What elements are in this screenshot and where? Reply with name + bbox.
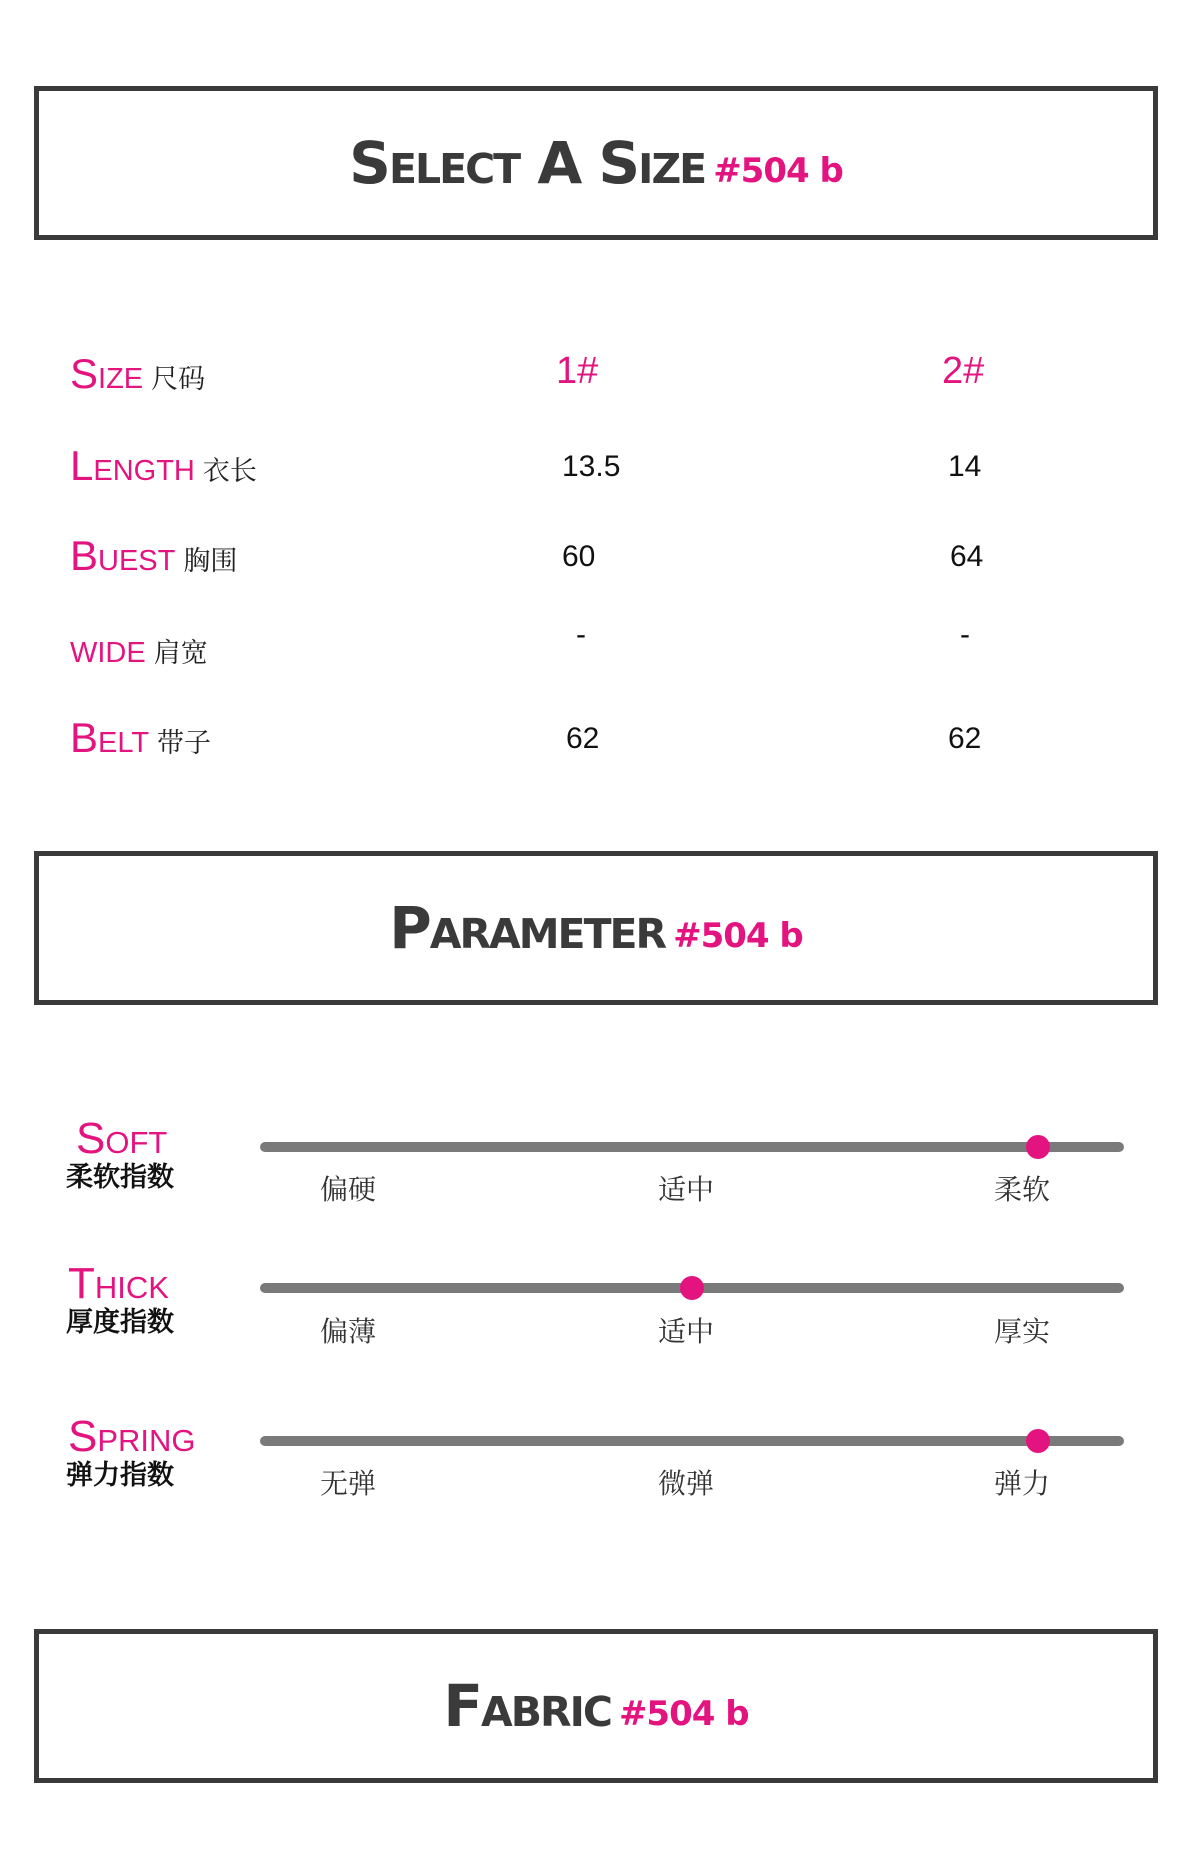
row-label	[70, 714, 211, 762]
size-col-2-header: 2#	[942, 350, 985, 392]
row-label-zh: 带子	[157, 728, 212, 759]
size-header-zh: 尺码	[151, 364, 206, 395]
row-label-zh: 胸围	[183, 546, 238, 577]
size-section-code: #504 b	[713, 151, 843, 191]
param-track	[260, 1283, 1124, 1293]
param-track	[260, 1142, 1124, 1152]
size-header-en: Size	[70, 350, 144, 397]
row-value-1: -	[576, 618, 586, 651]
param-tick-high: 弹力	[994, 1467, 1051, 1500]
row-label-zh: 衣长	[202, 456, 257, 487]
table-row	[0, 714, 1200, 774]
param-label-en: Soft	[76, 1114, 168, 1163]
size-header-label	[70, 350, 205, 398]
row-value-2: -	[960, 618, 970, 651]
param-level-marker	[1026, 1135, 1050, 1159]
param-tick-high: 柔软	[994, 1173, 1051, 1206]
param-tick-mid: 适中	[658, 1173, 715, 1206]
row-label-en: Belt	[70, 714, 150, 761]
param-tick-low: 偏硬	[320, 1173, 377, 1206]
row-value-1: 62	[566, 722, 600, 755]
row-label-en: Length	[70, 442, 195, 489]
row-value-2: 64	[950, 540, 984, 573]
parameter-section-title: Parameter	[389, 894, 666, 962]
param-level-marker	[680, 1276, 704, 1300]
row-value-2: 62	[948, 722, 982, 755]
table-row	[0, 442, 1200, 502]
row-label-en: wide	[70, 624, 146, 671]
row-value-2: 14	[948, 450, 982, 483]
fabric-section-title: Fabric	[443, 1672, 611, 1740]
param-tick-low: 偏薄	[320, 1315, 377, 1348]
param-track	[260, 1436, 1124, 1446]
param-label-en: Spring	[68, 1412, 196, 1461]
row-label-en: Buest	[70, 532, 176, 579]
fabric-section-header	[34, 1629, 1158, 1783]
table-row	[0, 618, 1200, 684]
param-label-zh: 弹力指数	[66, 1460, 174, 1491]
param-label-zh: 厚度指数	[66, 1307, 174, 1338]
size-section-header	[34, 86, 1158, 240]
size-section-title: Select A Size	[349, 129, 706, 197]
row-value-1: 60	[562, 540, 596, 573]
row-label	[70, 624, 208, 672]
param-tick-high: 厚实	[994, 1315, 1051, 1348]
table-row	[0, 532, 1200, 592]
param-label-zh: 柔软指数	[66, 1162, 174, 1193]
param-tick-mid: 微弹	[658, 1467, 715, 1500]
param-tick-mid: 适中	[658, 1315, 715, 1348]
parameter-section-code: #504 b	[673, 916, 803, 956]
row-label-zh: 肩宽	[153, 638, 208, 669]
size-table-header	[0, 350, 1200, 410]
parameter-section-header	[34, 851, 1158, 1005]
param-tick-low: 无弹	[320, 1467, 377, 1500]
row-label	[70, 532, 237, 580]
row-label	[70, 442, 257, 490]
fabric-section-code: #504 b	[618, 1694, 749, 1734]
param-label-en: Thick	[68, 1259, 169, 1308]
param-level-marker	[1026, 1429, 1050, 1453]
row-value-1: 13.5	[562, 450, 621, 483]
size-col-1-header: 1#	[556, 350, 599, 392]
